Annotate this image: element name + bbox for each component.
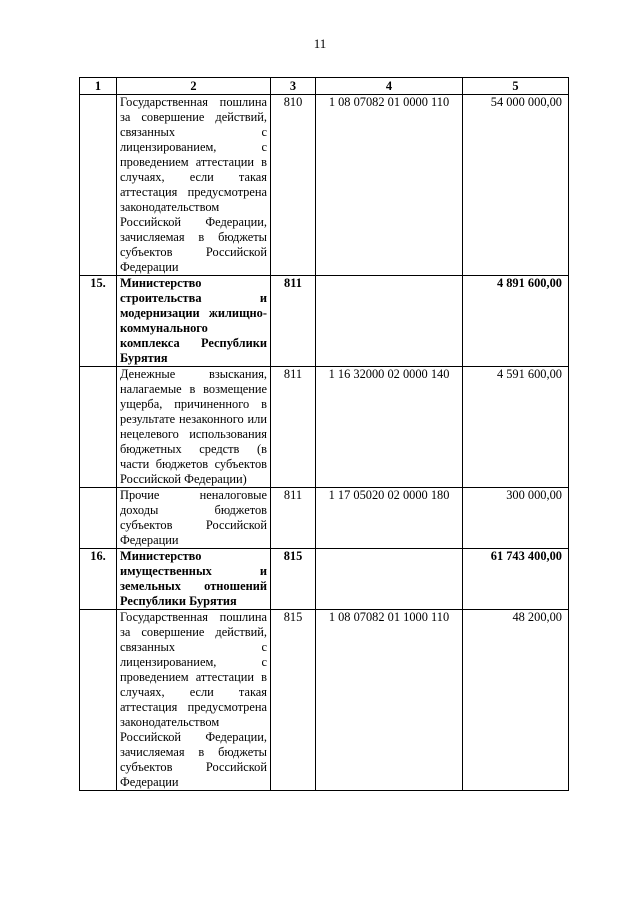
page-number: 11 xyxy=(313,36,327,51)
budget-classification-code xyxy=(316,549,463,610)
amount: 54 000 000,00 xyxy=(463,95,569,276)
revenue-name: Прочие неналоговые доходы бюджетов субъектов Российской Федерации xyxy=(117,488,271,549)
budget-classification-code: 1 17 05020 02 0000 180 xyxy=(316,488,463,549)
admin-code: 811 xyxy=(271,276,316,367)
ministry-name: Министерство строительства и модернизации жилищно-коммунального комплекса Республики Бурятия xyxy=(117,276,271,367)
amount: 300 000,00 xyxy=(463,488,569,549)
row-number: 15. xyxy=(80,276,117,367)
budget-classification-code: 1 08 07082 01 1000 110 xyxy=(316,610,463,791)
revenue-name: Государственная пошлина за совершение действий, связанных с лицензированием, с проведением аттестации в случаях, если такая аттестация предусмотрена законодательством Российской Федерации, зачисляемая в бюджеты субъектов Российской Федерации xyxy=(117,610,271,791)
row-number xyxy=(80,95,117,276)
ministry-name: Министерство имущественных и земельных отношений Республики Бурятия xyxy=(117,549,271,610)
amount: 4 891 600,00 xyxy=(463,276,569,367)
admin-code: 811 xyxy=(271,367,316,488)
table-row xyxy=(80,488,569,549)
column-header: 3 xyxy=(271,78,316,95)
column-header: 1 xyxy=(80,78,117,95)
budget-classification-code: 1 16 32000 02 0000 140 xyxy=(316,367,463,488)
amount: 4 591 600,00 xyxy=(463,367,569,488)
table-header-row xyxy=(80,78,569,95)
admin-code: 815 xyxy=(271,610,316,791)
table-row-ministry xyxy=(80,549,569,610)
table-row xyxy=(80,367,569,488)
amount: 61 743 400,00 xyxy=(463,549,569,610)
row-number xyxy=(80,367,117,488)
budget-classification-code xyxy=(316,276,463,367)
column-header: 2 xyxy=(117,78,271,95)
admin-code: 815 xyxy=(271,549,316,610)
row-number xyxy=(80,610,117,791)
admin-code: 811 xyxy=(271,488,316,549)
table-row xyxy=(80,95,569,276)
revenue-name: Государственная пошлина за совершение действий, связанных с лицензированием, с проведением аттестации в случаях, если такая аттестация предусмотрена законодательством Российской Федерации, зачисляемая в бюджеты субъектов Российской Федерации xyxy=(117,95,271,276)
table-row-ministry xyxy=(80,276,569,367)
budget-classification-code: 1 08 07082 01 0000 110 xyxy=(316,95,463,276)
row-number xyxy=(80,488,117,549)
amount: 48 200,00 xyxy=(463,610,569,791)
column-header: 4 xyxy=(316,78,463,95)
admin-code: 810 xyxy=(271,95,316,276)
revenue-name: Денежные взыскания, налагаемые в возмещение ущерба, причиненного в результате незаконного или нецелевого использования бюджетных средств (в части бюджетов субъектов Российской Федерации) xyxy=(117,367,271,488)
column-header: 5 xyxy=(463,78,569,95)
revenue-table xyxy=(79,77,569,791)
row-number: 16. xyxy=(80,549,117,610)
table-row xyxy=(80,610,569,791)
